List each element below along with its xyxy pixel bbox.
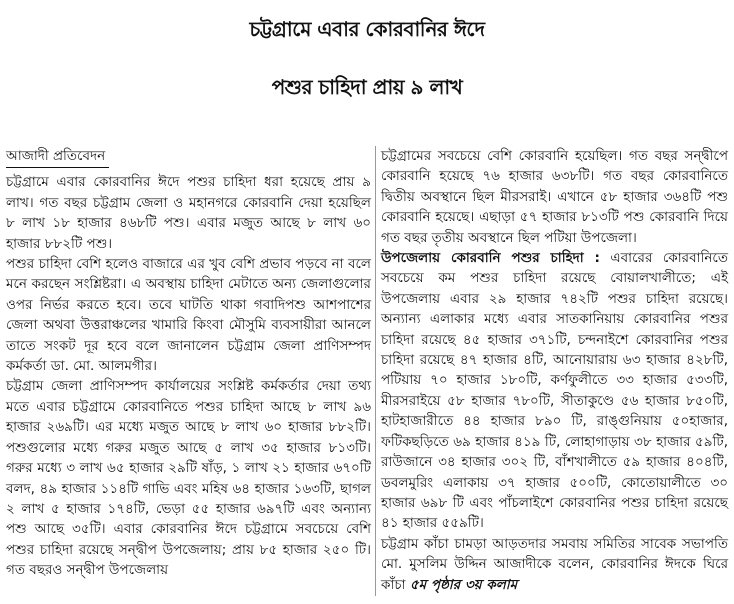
byline: আজাদী প্রতিবেদন: [6, 146, 109, 168]
continued-page-reference[interactable]: ৫ম পৃষ্ঠার ৩য় কলাম: [409, 576, 518, 593]
article-column-left: [6, 146, 371, 581]
headline-line-2: পশুর চাহিদা প্রায় ৯ লাখ: [271, 75, 463, 99]
column-divider: [375, 146, 376, 596]
article-column-right: [381, 146, 728, 595]
article-paragraph: চট্টগ্রামের সবচেয়ে বেশি কোরবানি হয়েছিল। গত বছর সন্দ্বীপে কোরবানি হয়েছে ৭৬ হাজার ৬৩৮টি। গত বছর কোরবানিতে দ্বিতীয় অবস্থানে ছিল মীরসরাই। এখানে ৫৮ হাজার ৩৬৪টি পশু কোরবানি হয়েছে। এছাড়া ৫৭ হাজার ৮১৩টি পশু কোরবানি দিয়ে গত বছর তৃতীয় অবস্থানে ছিল পটিয়া উপজেলা।: [381, 148, 728, 246]
subheading: উপজেলায় কোরবানি পশুর চাহিদা :: [381, 250, 600, 267]
subhead-paragraph-text: এবারের কোরবানিতে সবচেয়ে কম পশুর চাহিদা রয়েছে বোয়ালখালীতে; এই উপজেলায় এবার ২৯ হাজার ৭৪২টি পশুর চাহিদা রয়েছে। অন্যান্য এলাকার মধ্যে এবার সাতকানিয়ায় কোরবানির পশুর চাহিদা রয়েছে ৪৫ হাজার ৩৭১টি, চন্দনাইশে কোরবানির পশুর চাহিদা রয়েছে ৪৭ হাজার ৪টি, আনোয়ারায় ৬৩ হাজার ৪২৮টি, পটিয়ায় ৭০ হাজার ১৮০টি, কর্ণফুলীতে ৩৩ হাজার ৫৩৩টি, মীরসরাইয়ে ৫৮ হাজার ৭৮০টি, সীতাকুণ্ডে ৫৬ হাজার ৮৫০টি, হাটহাজারীতে ৪৪ হাজার ৮৯০ টি, রাঙ্গুনিয়ায় ৫০হাজার, ফটিকছড়িতে ৬৯ হাজার ৪১৯ টি, লোহাগাড়ায় ৩৮ হাজার ৫৯টি, রাউজানে ৩৪ হাজার ৩০২ টি, বাঁশখালীতে ৫৯ হাজার ৪০৪টি, ডবলমুরিং এলাকায় ৩৭ হাজার ৫০০টি, কোতোয়ালীতে ৩০ হাজার ৬৯৮ টি এবং পাঁচলাইশে কোরবানির পশুর চাহিদা রয়েছে ৪১ হাজার ৫৫৯টি।: [381, 250, 728, 532]
closing-paragraph-text: চট্টগ্রাম কাঁচা চামড়া আড়তদার সমবায় সমিতির সাবেক সভাপতি মো. মুসলিম উদ্দিন আজাদীকে বলেন, কোরবানির ঈদকে ঘিরে কাঁচা: [381, 535, 728, 593]
article-paragraph: চট্টগ্রাম জেলা প্রাণিসম্পদ কার্যালয়ের সংশ্লিষ্ট কর্মকর্তার দেয়া তথ্য মতে এবার চট্টগ্রামে কোরবানিতে পশুর চাহিদা আছে ৮ লাখ ৯৬ হাজার ২৬৯টি। এর মধ্যে মজুত আছে ৮ লাখ ৬০ হাজার ৮৮২টি। পশুগুলোর মধ্যে গরুর মজুত আছে ৫ লাখ ৩৫ হাজার ৮১৩টি। গরুর মধ্যে ৩ লাখ ৬৫ হাজার ২৯টি ষাঁড়, ১ লাখ ২১ হাজার ৬৭০টি বলদ, ৪৯ হাজার ১১৪টি গাভি এবং মহিষ ৬৪ হাজার ১৬৩টি, ছাগল ২ লাখ ৫ হাজার ১৭৪টি, ভেড়া ৫৫ হাজার ৬৯৭টি এবং অন্যান্য পশু আছে ৩৫টি। এবার কোরবানির ঈদে চট্টগ্রামে সবচেয়ে বেশি পশুর চাহিদা রয়েছে সন্দ্বীপ উপজেলায়; প্রায় ৮৫ হাজার ২৫০ টি। গত বছরও সন্দ্বীপ উপজেলায়: [6, 378, 371, 579]
article-paragraph: পশুর চাহিদা বেশি হলেও বাজারে এর খুব বেশি প্রভাব পড়বে না বলে মনে করছেন সংশ্লিষ্টরা। এ অবস্থায় চাহিদা মেটাতে অন্য জেলাগুলোর ওপর নির্ভর করতে হবে। তবে ঘাটতি থাকা গবাদিপশু আশপাশের জেলা অথবা উত্তরাঞ্চলের খামারি কিংবা মৌসুমি ব্যবসায়ীরা আনলে তাতে সংকট দূর হবে বলে জানালেন চট্টগ্রাম জেলা প্রাণিসম্পদ কর্মকর্তা ডা. মো. আলমগীর।: [6, 256, 371, 375]
article-paragraph: [381, 534, 728, 595]
headline-line-1: চট্টগ্রামে এবার কোরবানির ঈদে: [249, 17, 485, 41]
article-paragraph-with-subhead: [381, 248, 728, 534]
headline: [0, 0, 734, 116]
article-paragraph: চট্টগ্রামে এবার কোরবানির ঈদে পশুর চাহিদা ধরা হয়েছে প্রায় ৯ লাখ। গত বছর চট্টগ্রাম জেলা ও মহানগরে কোরবানি দেয়া হয়েছিল ৮ লাখ ১৮ হাজার ৪৬৮টি পশু। এবার মজুত আছে ৮ লাখ ৬০ হাজার ৮৮২টি পশু।: [6, 174, 371, 252]
